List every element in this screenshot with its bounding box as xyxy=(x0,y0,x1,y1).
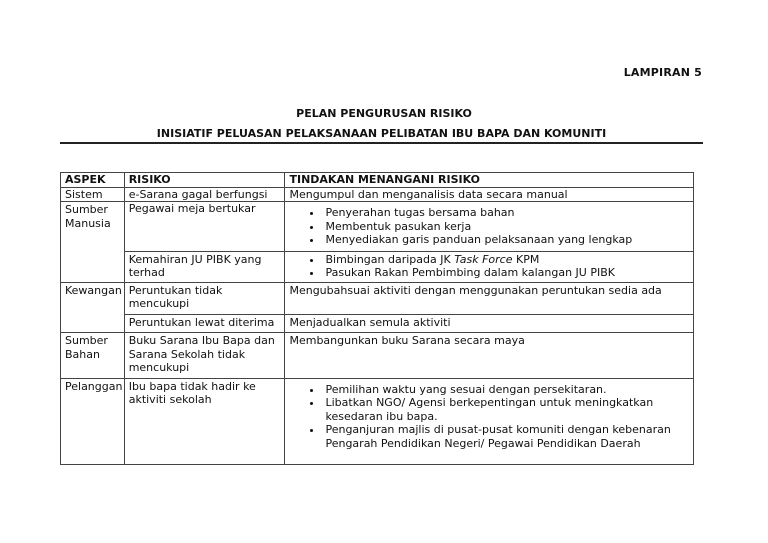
list-item: • Membentuk pasukan kerja xyxy=(323,220,689,234)
list-item-text: Bimbingan daripada JK xyxy=(325,252,455,266)
aspect-cell: Pelanggan xyxy=(61,378,125,465)
list-item: • Penganjuran majlis di pusat-pusat komuniti dengan kebenaran Pengarah Pendidikan Negeri/ Pegawai Pendidikan Daerah xyxy=(323,423,689,450)
aspect-cell: Sumber Bahan xyxy=(61,333,125,379)
list-item: • Pemilihan waktu yang sesuai dengan persekitaran. xyxy=(323,383,689,397)
risk-cell: Peruntukan lewat diterima xyxy=(124,314,285,333)
risk-cell: Pegawai meja bertukar xyxy=(124,202,285,252)
appendix-label: LAMPIRAN 5 xyxy=(623,66,702,79)
header-risk: RISIKO xyxy=(124,173,285,188)
table-row-sumber-manusia-1 xyxy=(61,202,694,252)
list-item: • Pasukan Rakan Pembimbing dalam kalangan JU PIBK xyxy=(323,266,689,280)
list-item xyxy=(323,253,689,267)
risk-cell: e-Sarana gagal berfungsi xyxy=(124,187,285,202)
action-list xyxy=(289,206,689,247)
table-row-kewangan-2 xyxy=(61,314,694,333)
action-cell: Menjadualkan semula aktiviti xyxy=(285,314,694,333)
table-header-row xyxy=(61,173,694,188)
aspect-cell: Kewangan xyxy=(61,282,125,333)
risk-management-table xyxy=(60,172,694,465)
header-aspect: ASPEK xyxy=(61,173,125,188)
list-item: • Libatkan NGO/ Agensi berkepentingan untuk meningkatkan kesedaran ibu bapa. xyxy=(323,396,689,423)
table-row-sumber-manusia-2 xyxy=(61,251,694,282)
action-list xyxy=(289,383,689,451)
action-cell: Mengubahsuai aktiviti dengan menggunakan peruntukan sedia ada xyxy=(285,282,694,314)
document-subtitle: INISIATIF PELUASAN PELAKSANAAN PELIBATAN IBU BAPA DAN KOMUNITI xyxy=(60,127,703,144)
risk-cell: Buku Sarana Ibu Bapa dan Sarana Sekolah tidak mencukupi xyxy=(124,333,285,379)
aspect-cell: Sistem xyxy=(61,187,125,202)
aspect-cell: Sumber Manusia xyxy=(61,202,125,283)
table-row-sumber-bahan xyxy=(61,333,694,379)
action-cell xyxy=(285,378,694,465)
header-action: TINDAKAN MENANGANI RISIKO xyxy=(285,173,694,188)
risk-cell: Kemahiran JU PIBK yang terhad xyxy=(124,251,285,282)
risk-cell: Ibu bapa tidak hadir ke aktiviti sekolah xyxy=(124,378,285,465)
table-row-pelanggan xyxy=(61,378,694,465)
list-item-text: KPM xyxy=(512,252,540,266)
table-row-sistem xyxy=(61,187,694,202)
list-item: • Menyediakan garis panduan pelaksanaan yang lengkap xyxy=(323,233,689,247)
document-title: PELAN PENGURUSAN RISIKO xyxy=(296,107,472,120)
action-cell xyxy=(285,202,694,252)
risk-cell: Peruntukan tidak mencukupi xyxy=(124,282,285,314)
table-row-kewangan-1 xyxy=(61,282,694,314)
list-item: • Penyerahan tugas bersama bahan xyxy=(323,206,689,220)
action-cell: Mengumpul dan menganalisis data secara manual xyxy=(285,187,694,202)
action-cell: Membangunkan buku Sarana secara maya xyxy=(285,333,694,379)
italic-term: Task Force xyxy=(454,252,513,266)
action-list xyxy=(289,253,689,280)
action-cell xyxy=(285,251,694,282)
